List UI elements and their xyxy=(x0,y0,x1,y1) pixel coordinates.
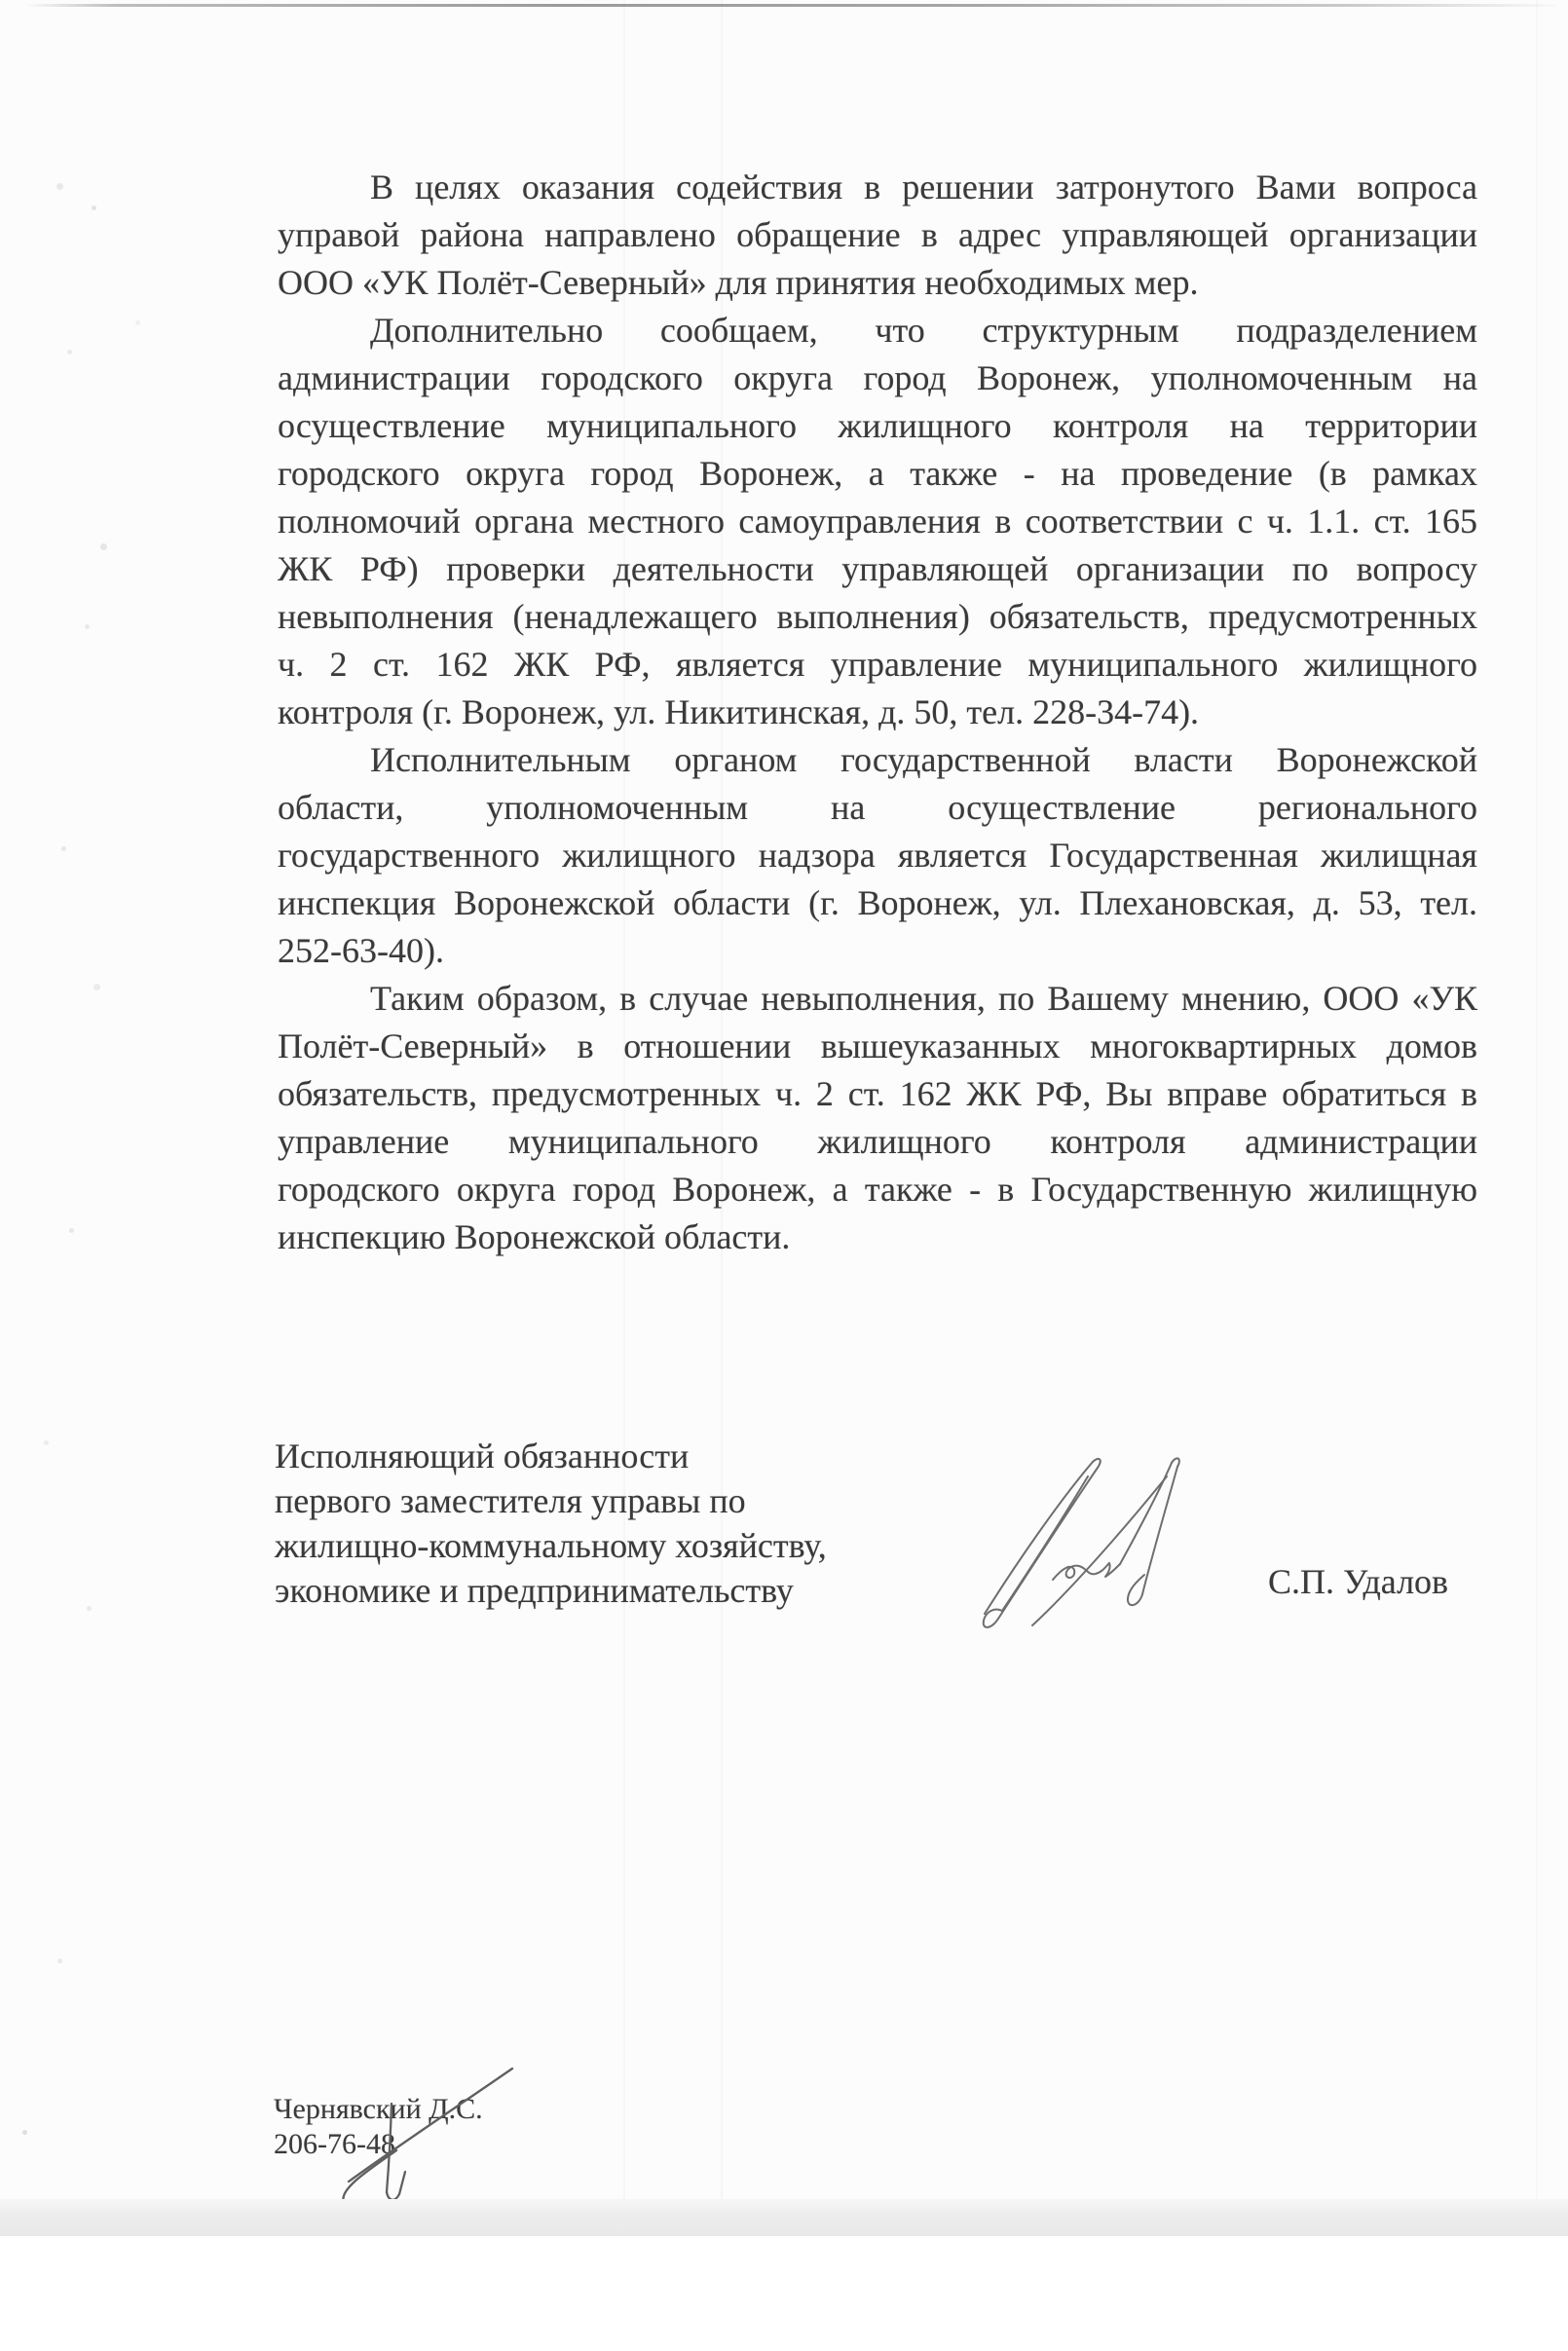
paragraph-line: Таким образом, в случае невыполнения, по Вашему мнению, ООО «УК xyxy=(370,979,1477,1018)
paragraph-line: полномочий органа местного самоуправления в соответствии с ч. 1.1. ст. 165 xyxy=(278,502,1477,541)
paragraph-line: ч. 2 ст. 162 ЖК РФ, является управление муниципального жилищного xyxy=(278,645,1477,684)
paragraph-line: осуществление муниципального жилищного контроля на территории xyxy=(278,406,1477,445)
paragraph-line: области, уполномоченным на осуществление регионального xyxy=(278,788,1477,827)
paragraph-line: ЖК РФ) проверки деятельности управляющей организации по вопросу xyxy=(278,549,1477,588)
paragraph-line: Дополнительно сообщаем, что структурным подразделением xyxy=(370,311,1477,350)
signoff-title-line: Исполняющий обязанности xyxy=(275,1437,690,1475)
signoff-title xyxy=(275,1434,878,1613)
paragraph-line: контроля (г. Воронеж, ул. Никитинская, д. 50, тел. 228-34-74). xyxy=(278,692,1200,731)
paragraph-line: обязательств, предусмотренных ч. 2 ст. 162 ЖК РФ, Вы вправе обратиться в xyxy=(278,1074,1477,1113)
signer-name: С.П. Удалов xyxy=(1268,1562,1449,1601)
paragraph-line: 252-63-40). xyxy=(278,931,444,970)
paragraph-line: Исполнительным органом государственной власти Воронежской xyxy=(370,740,1477,779)
paragraph xyxy=(278,736,1477,975)
paragraph-line: ООО «УК Полёт-Северный» для принятия необходимых мер. xyxy=(278,263,1199,302)
paragraph-line: Полёт-Северный» в отношении вышеуказанных многоквартирных домов xyxy=(278,1026,1477,1065)
paragraph-line: государственного жилищного надзора является Государственная жилищная xyxy=(278,836,1477,875)
paragraph-line: невыполнения (ненадлежащего выполнения) обязательств, предусмотренных xyxy=(278,597,1477,636)
paragraph xyxy=(278,975,1477,1261)
paragraph-line: В целях оказания содействия в решении затронутого Вами вопроса xyxy=(370,168,1477,206)
paragraph-line: управление муниципального жилищного контроля администрации xyxy=(278,1122,1477,1161)
paragraph-line: городского округа город Воронеж, а также - в Государственную жилищную xyxy=(278,1170,1477,1209)
paragraph-line: инспекцию Воронежской области. xyxy=(278,1217,791,1256)
executor-phone: 206-76-48 xyxy=(274,2128,395,2160)
scan-bottom-margin xyxy=(0,2236,1568,2351)
scan-top-edge-artifact xyxy=(24,4,1555,7)
paragraph xyxy=(278,307,1477,736)
paragraph-line: администрации городского округа город Воронеж, уполномоченным на xyxy=(278,358,1477,397)
paragraph xyxy=(278,164,1477,307)
letter-body xyxy=(278,164,1477,1261)
executor-name: Чернявский Д.С. xyxy=(274,2093,483,2125)
paragraph-line: городского округа город Воронеж, а также - на проведение (в рамках xyxy=(278,454,1477,493)
paragraph-line: инспекция Воронежской области (г. Воронеж, ул. Плехановская, д. 53, тел. xyxy=(278,883,1477,922)
scan-noise-speckles xyxy=(0,0,3,3)
scan-bottom-edge-artifact xyxy=(0,2199,1568,2236)
signoff-title-line: жилищно-коммунальному хозяйству, xyxy=(275,1526,827,1565)
signoff-block xyxy=(275,1434,878,1613)
signature-scribble xyxy=(979,1455,1188,1635)
paragraph-line: управой района направлено обращение в адрес управляющей организации xyxy=(278,215,1477,254)
signoff-title-line: экономике и предпринимательству xyxy=(275,1571,794,1610)
signoff-title-line: первого заместителя управы по xyxy=(275,1481,746,1520)
scan-streak-artifact xyxy=(1536,0,1538,2236)
